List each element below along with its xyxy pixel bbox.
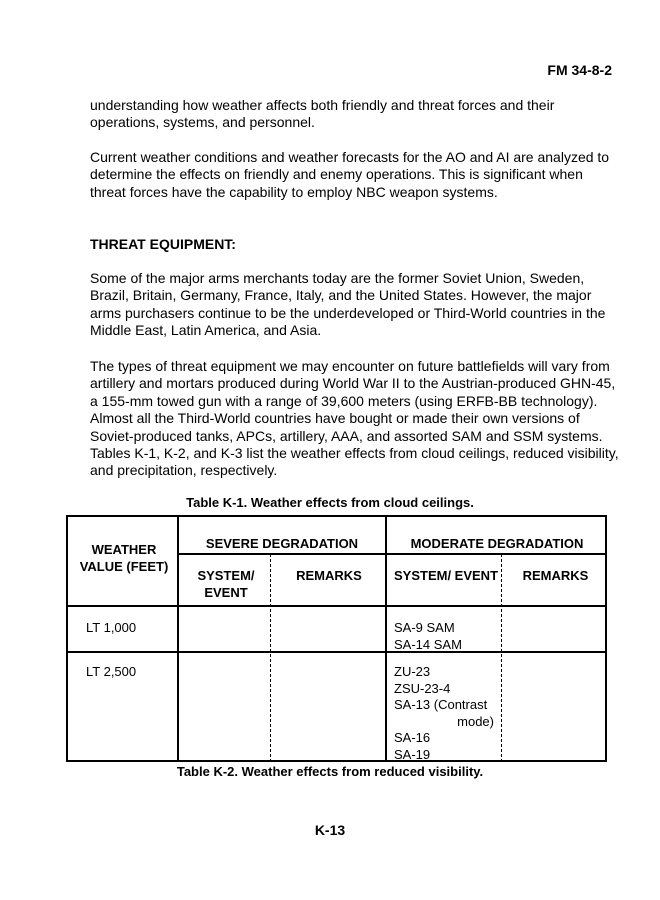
header-severe-remarks: REMARKS [296, 568, 362, 583]
table-dashed-divider [270, 554, 271, 762]
table-divider [68, 651, 607, 653]
header-severe-degradation: SEVERE DEGRADATION [205, 536, 359, 551]
header-moderate-degradation: MODERATE DEGRADATION [410, 536, 584, 551]
row-weather-value: LT 1,000 [86, 620, 137, 635]
header-severe-system-event: SYSTEM/ EVENT [197, 568, 255, 600]
table-k1-caption: Table K-1. Weather effects from cloud ceilings. [186, 495, 474, 510]
table-k1 [66, 515, 607, 762]
table-dashed-divider [501, 554, 502, 762]
table-divider [179, 553, 607, 555]
page-number: K-13 [314, 822, 346, 838]
header-weather-value: WEATHER VALUE (FEET) [79, 542, 169, 574]
paragraph-weather-understanding: understanding how weather affects both friendly and threat forces and their operations, systems, and personnel. [90, 97, 555, 131]
paragraph-current-weather: Current weather conditions and weather forecasts for the AO and AI are analyzed to determine the effects on friendly and enemy operations. This is significant when threat forces have the capability to employ NBC weapon systems. [90, 149, 610, 200]
row-moderate-systems: ZU-23 ZSU-23-4 SA-13 (Contrast mode) SA-16 SA-19 [394, 664, 494, 762]
row-weather-value: LT 2,500 [86, 664, 137, 679]
document-id: FM 34-8-2 [547, 62, 612, 78]
paragraph-arms-merchants: Some of the major arms merchants today are the former Soviet Union, Sweden, Brazil, Britain, Germany, France, Italy, and the United States. However, the major arms purchasers continue to be the underdeveloped or Third-World countries in the Middle East, Latin America, and Asia. [90, 270, 606, 339]
table-divider [68, 605, 607, 607]
table-k2-caption: Table K-2. Weather effects from reduced visibility. [176, 764, 484, 779]
paragraph-threat-equipment: The types of threat equipment we may encounter on future battlefields will vary from artillery and mortars produced during World War II to the Austrian-produced GHN-45, a 155-mm towed gun with a range of 39,600 meters (using ERFB-BB technology). Almost all the Third-World countries have bought or made their own versions of Soviet-produced tanks, APCs, artillery, AAA, and assorted SAM and SSM systems. Tables K-1, K-2, and K-3 list the weather effects from cloud ceilings, reduced visibility, and precipitation, respectively. [90, 358, 619, 479]
header-moderate-system-event: SYSTEM/ EVENT [393, 568, 499, 583]
header-moderate-remarks: REMARKS [522, 568, 589, 583]
row-moderate-systems: SA-9 SAM SA-14 SAM [394, 620, 462, 652]
section-heading: THREAT EQUIPMENT: [90, 236, 236, 252]
